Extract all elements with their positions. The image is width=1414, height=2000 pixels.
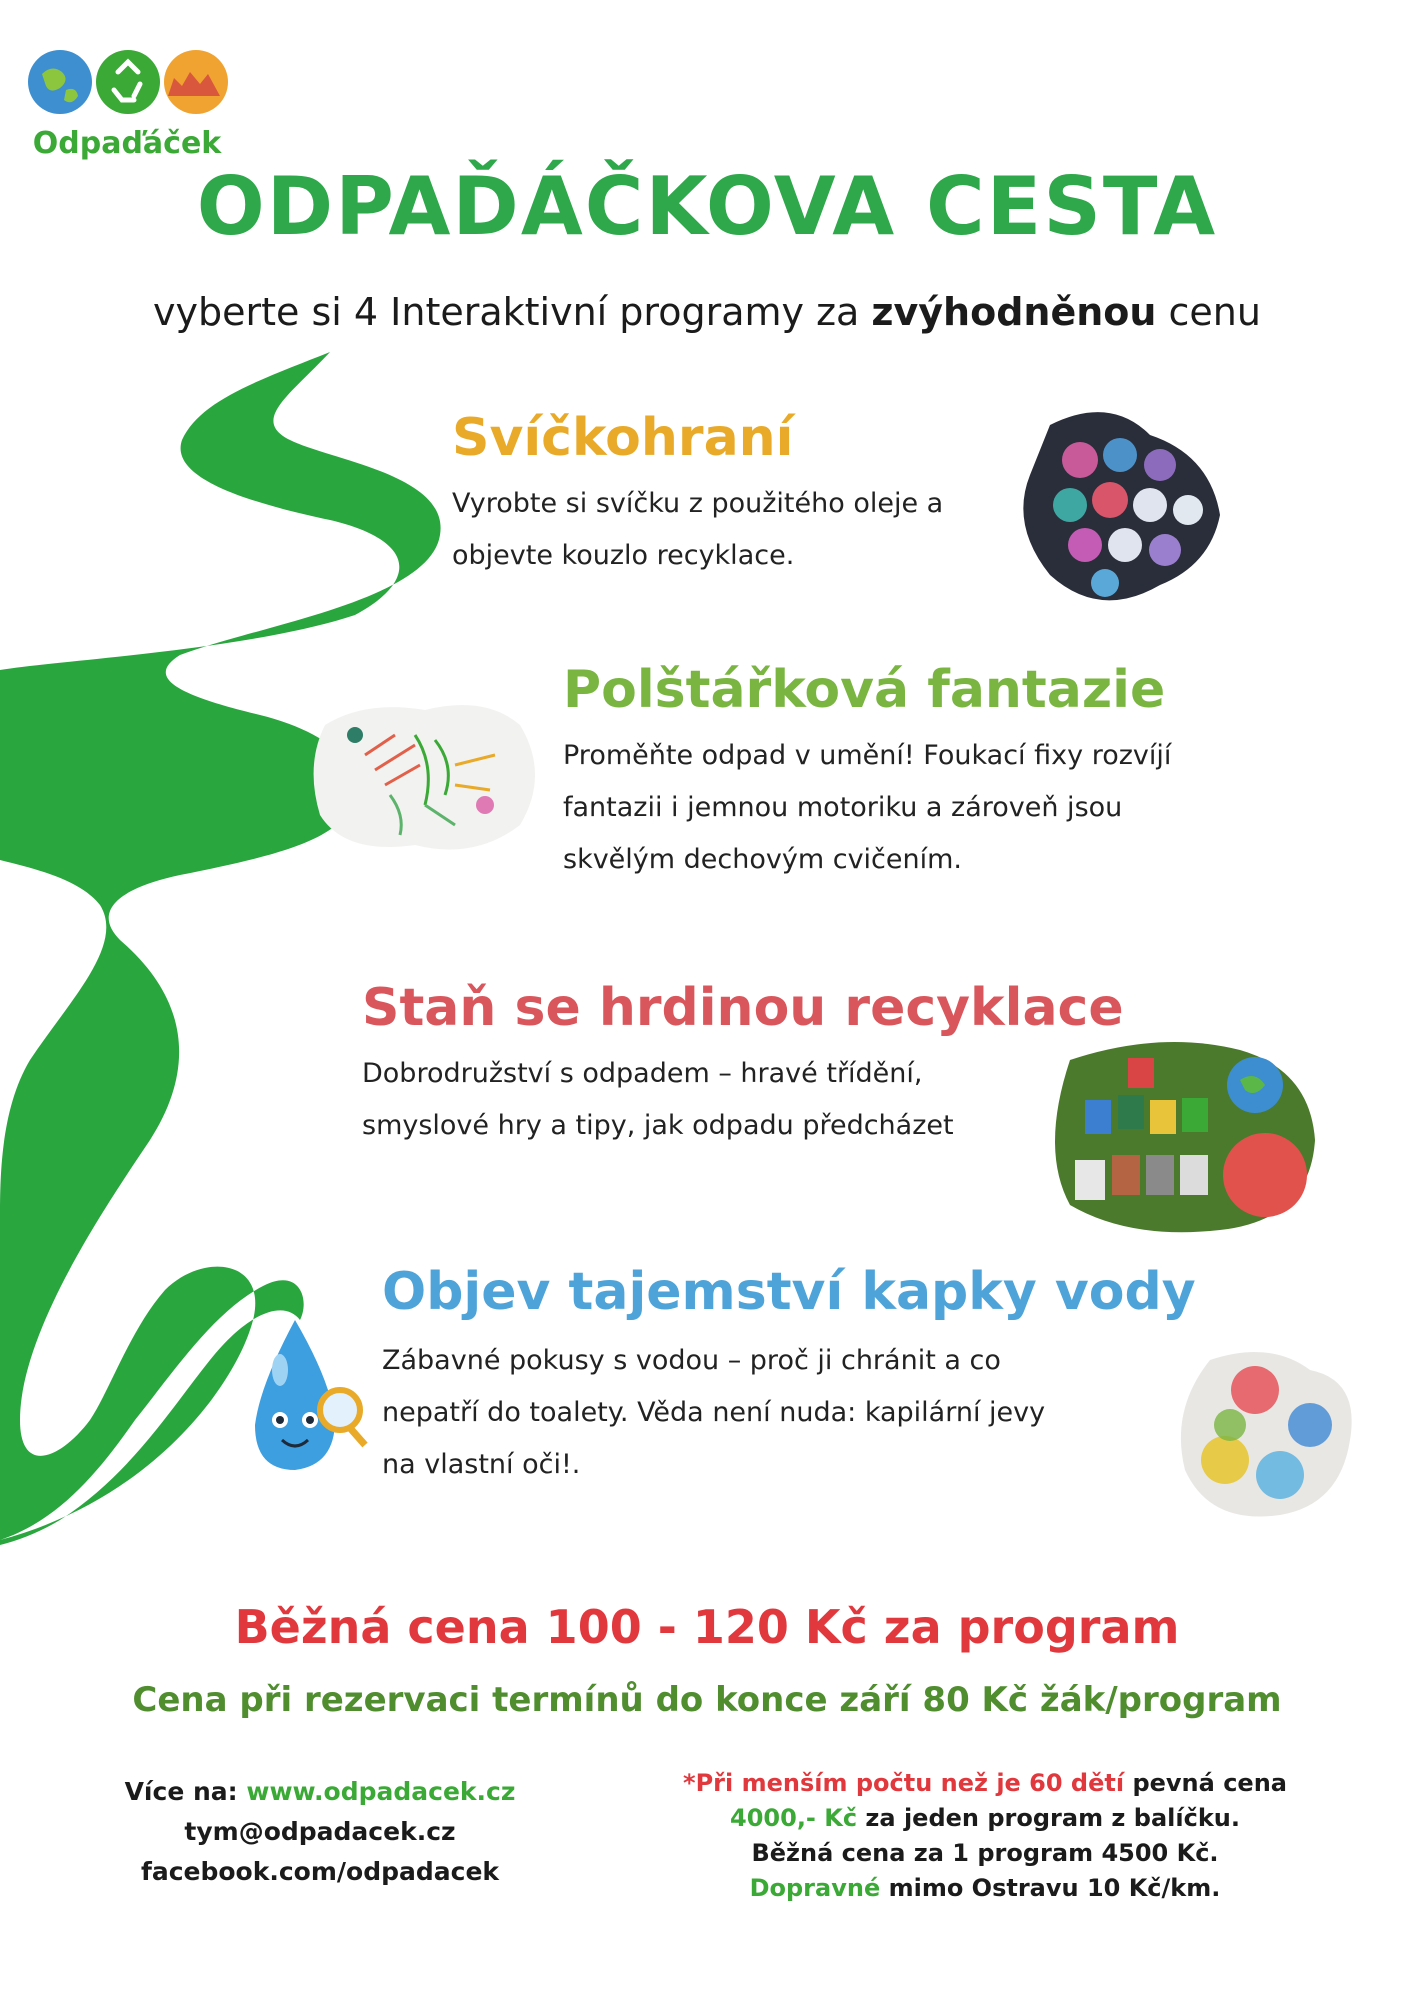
subtitle-suffix: cenu — [1156, 290, 1261, 334]
subtitle — [0, 290, 1414, 334]
note-highlight-red: *Při menším počtu než je 60 dětí — [683, 1769, 1125, 1797]
contact-block — [100, 1772, 540, 1892]
website-label: Více na: — [124, 1777, 247, 1806]
recycling-game-photo — [1040, 1030, 1320, 1235]
page-title: ODPAĎÁČKOVA CESTA — [196, 160, 1218, 253]
program-4-line: nepatří do toalety. Věda není nuda: kapilární jevy — [382, 1397, 1046, 1428]
email-link[interactable]: tym@odpadacek.cz — [184, 1817, 456, 1846]
program-2-line: fantazii i jemnou motoriku a zároveň jsou — [563, 792, 1123, 823]
note-line-3: Běžná cena za 1 program 4500 Kč. — [751, 1839, 1219, 1867]
capillary-experiment-photo — [1170, 1340, 1360, 1525]
program-3-title: Staň se hrdinou recyklace — [362, 978, 1124, 1038]
program-1-title: Svíčkohraní — [452, 408, 794, 468]
program-1-description — [452, 478, 943, 582]
program-4-line: Zábavné pokusy s vodou – proč ji chránit a co — [382, 1345, 1001, 1376]
program-4-title: Objev tajemství kapky vody — [382, 1262, 1196, 1322]
program-1-line: objevte kouzlo recyklace. — [452, 540, 795, 571]
website-line — [100, 1772, 540, 1812]
program-2-line: skvělým dechovým cvičením. — [563, 844, 963, 875]
program-3-line: Dobrodružství s odpadem – hravé třídění, — [362, 1058, 923, 1089]
note-highlight-green: 4000,- Kč — [730, 1804, 858, 1832]
program-2-title: Polštářková fantazie — [563, 660, 1166, 720]
logo — [22, 44, 232, 164]
candles-photo — [1010, 405, 1230, 615]
note-highlight-green: Dopravné — [749, 1874, 881, 1902]
subtitle-prefix: vyberte si 4 Interaktivní programy za — [153, 290, 872, 334]
note-line-4 — [650, 1871, 1320, 1906]
logo-circles-icon — [22, 44, 232, 124]
brand-name: Odpaďáček — [32, 126, 222, 161]
pricing-note — [650, 1766, 1320, 1906]
facebook-link[interactable]: facebook.com/odpadacek — [140, 1857, 500, 1886]
program-1-line: Vyrobte si svíčku z použitého oleje a — [452, 488, 944, 519]
program-2-line: Proměňte odpad v umění! Foukací fixy rozvíjí — [563, 740, 1172, 771]
note-text: mimo Ostravu 10 Kč/km. — [880, 1874, 1221, 1902]
website-link[interactable]: www.odpadacek.cz — [246, 1777, 516, 1806]
water-drop-mascot-icon — [210, 1310, 380, 1485]
program-3-line: smyslové hry a tipy, jak odpadu předcházet — [362, 1110, 954, 1141]
program-2-description — [563, 730, 1171, 886]
regular-price: Běžná cena 100 - 120 Kč za program — [234, 1600, 1180, 1654]
program-4-line: na vlastní oči!. — [382, 1449, 581, 1480]
pillow-art-photo — [305, 695, 545, 860]
reservation-price: Cena při rezervaci termínů do konce září 80 Kč žák/program — [132, 1680, 1282, 1720]
program-3-description — [362, 1048, 954, 1152]
note-line-1 — [650, 1766, 1320, 1801]
program-4-description — [382, 1335, 1045, 1491]
subtitle-bold: zvýhodněnou — [871, 290, 1157, 334]
note-text: pevná cena — [1124, 1769, 1287, 1797]
note-line-2 — [650, 1801, 1320, 1836]
note-text: za jeden program z balíčku. — [857, 1804, 1240, 1832]
